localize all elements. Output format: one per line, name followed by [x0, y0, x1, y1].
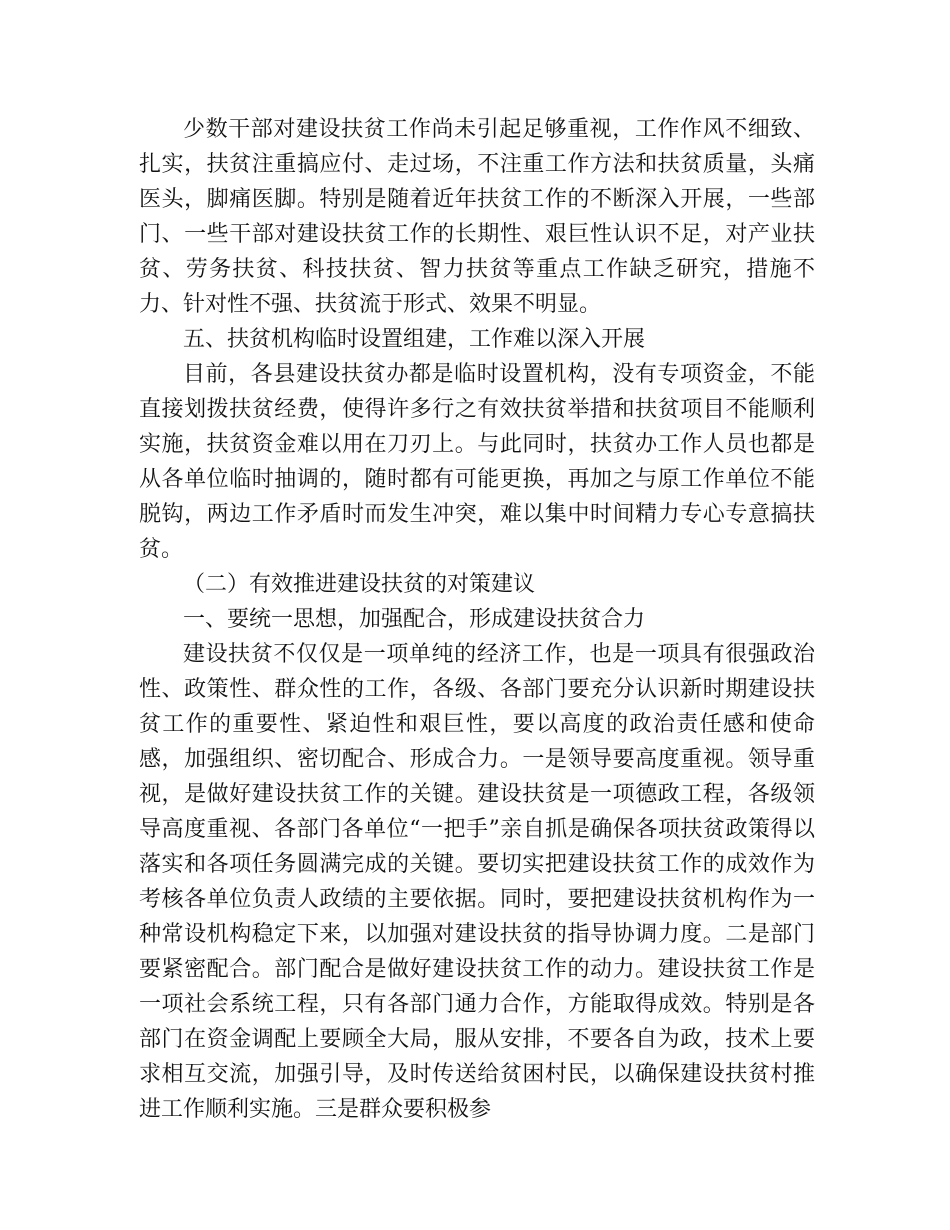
paragraph-temporary-institution: 目前，各县建设扶贫办都是临时设置机构，没有专项资金，不能直接划拨扶贫经费，使得许多行之有效扶贫举措和扶贫项目不能顺利实施，扶贫资金难以用在刀刃上。与此同时，扶贫办工作人员也都是从各单位临时抽调的，随时都有可能更换，再加之与原工作单位不能脱钩，两边工作矛盾时而发生冲突，难以集中时间精力专心专意搞扶贫。: [139, 362, 815, 562]
section-heading-five: 五、扶贫机构临时设置组建，工作难以深入开展: [183, 327, 646, 352]
paragraph-problem-awareness: 少数干部对建设扶贫工作尚未引起足够重视，工作作风不细致、扎实，扶贫注重搞应付、走过场，不注重工作方法和扶贫质量，头痛医头，脚痛医脚。特别是随着近年扶贫工作的不断深入开展，一些部门、一些干部对建设扶贫工作的长期性、艰巨性认识不足，对产业扶贫、劳务扶贫、科技扶贫、智力扶贫等重点工作缺乏研究，措施不力、针对性不强、扶贫流于形式、效果不明显。: [139, 117, 815, 317]
section-heading-one: 一、要统一思想，加强配合，形成建设扶贫合力: [183, 607, 646, 632]
paragraph-unify-thinking: 建设扶贫不仅仅是一项单纯的经济工作，也是一项具有很强政治性、政策性、群众性的工作，各级、各部门要充分认识新时期建设扶贫工作的重要性、紧迫性和艰巨性，要以高度的政治责任感和使命感，加强组织、密切配合、形成合力。一是领导要高度重视。领导重视，是做好建设扶贫工作的关键。建设扶贫是一项德政工程，各级领导高度重视、各部门各单位“一把手”亲自抓是确保各项扶贫政策得以落实和各项任务圆满完成的关键。要切实把建设扶贫工作的成效作为考核各单位负责人政绩的主要依据。同时，要把建设扶贫机构作为一种常设机构稳定下来，以加强对建设扶贫的指导协调力度。二是部门要紧密配合。部门配合是做好建设扶贫工作的动力。建设扶贫工作是一项社会系统工程，只有各部门通力合作，方能取得成效。特别是各部门在资金调配上要顾全大局，服从安排，不要各自为政，技术上要求相互交流，加强引导，及时传送给贫困村民，以确保建设扶贫村推进工作顺利实施。三是群众要积极参: [139, 642, 815, 1122]
section-heading-countermeasures: （二）有效推进建设扶贫的对策建议: [183, 572, 536, 597]
document-body: [139, 112, 815, 1127]
